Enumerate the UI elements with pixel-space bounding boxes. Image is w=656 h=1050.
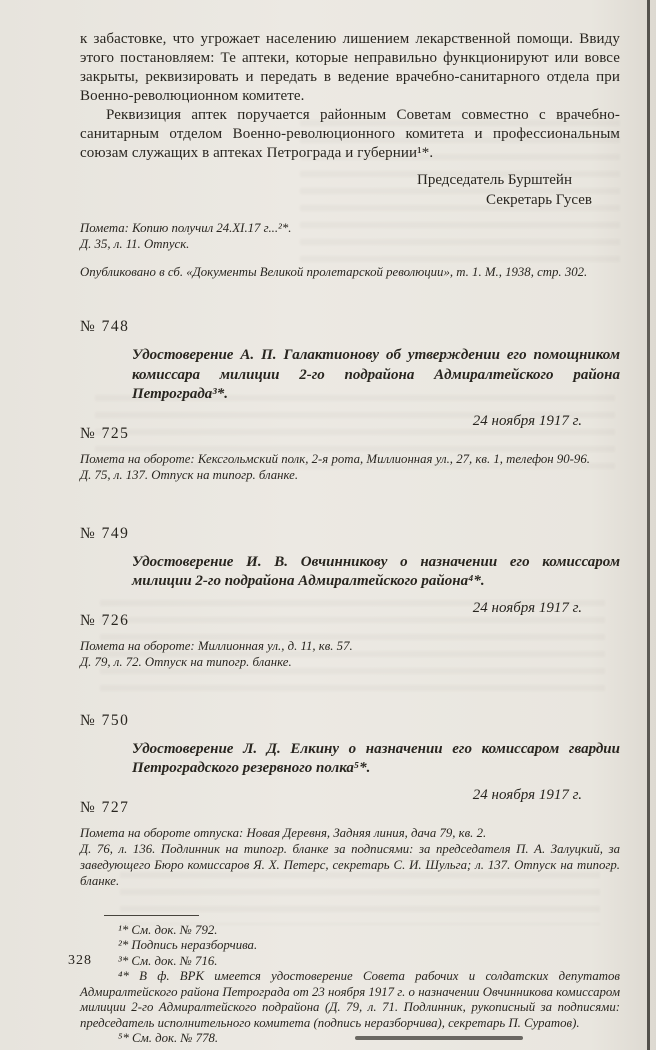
footnote: ²* Подпись неразборчива. [118, 938, 258, 952]
footnote: ³* См. док. № 716. [118, 953, 218, 968]
document-date: 24 ноября 1917 г. [472, 786, 582, 803]
document-note: Д. 76, л. 136. Подлинник на типогр. бланке за подписями: за председателя П. А. Залуцкий, за заведующего Бюро комиссаров Я. Х. Петерс, секретарь С. И. Шульга; л. 137. Отпуск на типогр. бланке. [80, 841, 620, 888]
document-note: Д. 79, л. 72. Отпуск на типогр. бланке. [80, 654, 292, 669]
document-meta-row [80, 413, 620, 443]
document-heading-number: № 748 [80, 318, 130, 335]
document-heading-number: № 749 [80, 524, 130, 542]
archival-note: Д. 35, л. 11. Отпуск. [80, 237, 190, 251]
document-heading-number: № 750 [80, 711, 130, 729]
footnote: ¹* См. док. № 792. [118, 922, 218, 937]
body-paragraph: к забастовке, что угрожает населению лишением лекарственной помощи. Ввиду этого постановляем: Те аптеки, которые неправильно функционируют или вовсе закрыты, реквизировать и передать в ведение врачебно-санитарного отдела при Военно-революционном комитете. [80, 31, 620, 104]
publication-note: Опубликовано в сб. «Документы Великой пролетарской революции», т. 1. М., 1938, стр. 302. [80, 265, 588, 279]
scan-edge-line [647, 0, 650, 1050]
body-paragraph: Реквизиция аптек поручается районным Советам совместно с врачебно-санитарным отделом Военно-революционного комитета и профессиональным союзам служащих в аптеках Петрограда и губернии¹*. [80, 107, 620, 161]
certificate-number: № 726 [80, 611, 130, 629]
footnote: ⁵* См. док. № 778. [118, 1031, 219, 1045]
footnotes [80, 923, 620, 1047]
archival-note: Помета: Копию получил 24.XI.17 г...²*. [80, 221, 292, 235]
footnote: ⁴* В ф. ВРК имеется удостоверение Совета рабочих и солдатских депутатов Адмиралтейского района Петрограда от 23 ноября 1917 г. о назначении Овчинникова комиссаром милиции 2-го Адмиралтейского подрайона (Д. 79, л. 71. Подлинник, рукописный за подписями: председатель исполнительного комитета (подпись неразборчива), секретарь П. Суратов). [80, 969, 620, 1030]
document-meta-row [80, 600, 620, 630]
document-title: Удостоверение А. П. Галактионову об утверждении его помощником комиссара милиции 2-го подрайона Адмиралтейского района Петрограда³*. [132, 347, 620, 402]
scan-bottom-mark [355, 1036, 523, 1040]
document-notes [80, 451, 620, 483]
document-note: Д. 75, л. 137. Отпуск на типогр. бланке. [80, 467, 299, 482]
signature-block [80, 170, 620, 210]
document-notes [80, 638, 620, 670]
document-entry [80, 712, 620, 889]
certificate-number: № 725 [80, 424, 130, 442]
document-date: 24 ноября 1917 г. [472, 412, 582, 429]
archival-notes [80, 220, 620, 252]
document-notes [80, 825, 620, 889]
certificate-number: № 727 [80, 798, 130, 816]
document-date: 24 ноября 1917 г. [472, 599, 582, 616]
document-entry [80, 525, 620, 670]
document-title: Удостоверение И. В. Овчинникову о назначении его комиссаром милиции 2-го подрайона Адмиралтейского района⁴*. [132, 553, 620, 589]
footnote-separator [104, 915, 199, 916]
document-note: Помета на обороте: Кексгольмский полк, 2-я рота, Миллионная ул., 27, кв. 1, телефон 90-96. [80, 451, 590, 466]
document-note: Помета на обороте: Миллионная ул., д. 11, кв. 57. [80, 638, 353, 653]
document-meta-row [80, 787, 620, 817]
signature-line: Председатель Бурштейн [417, 172, 572, 188]
document-title: Удостоверение Л. Д. Елкину о назначении его комиссаром гвардии Петроградского резервного полка⁵*. [132, 740, 620, 776]
document-note: Помета на обороте отпуска: Новая Деревня, Задняя линия, дача 79, кв. 2. [80, 825, 487, 840]
signature-line: Секретарь Гусев [486, 192, 592, 208]
document-entry [80, 318, 620, 483]
page-number: 328 [68, 953, 92, 968]
previous-document-continuation [80, 30, 620, 280]
